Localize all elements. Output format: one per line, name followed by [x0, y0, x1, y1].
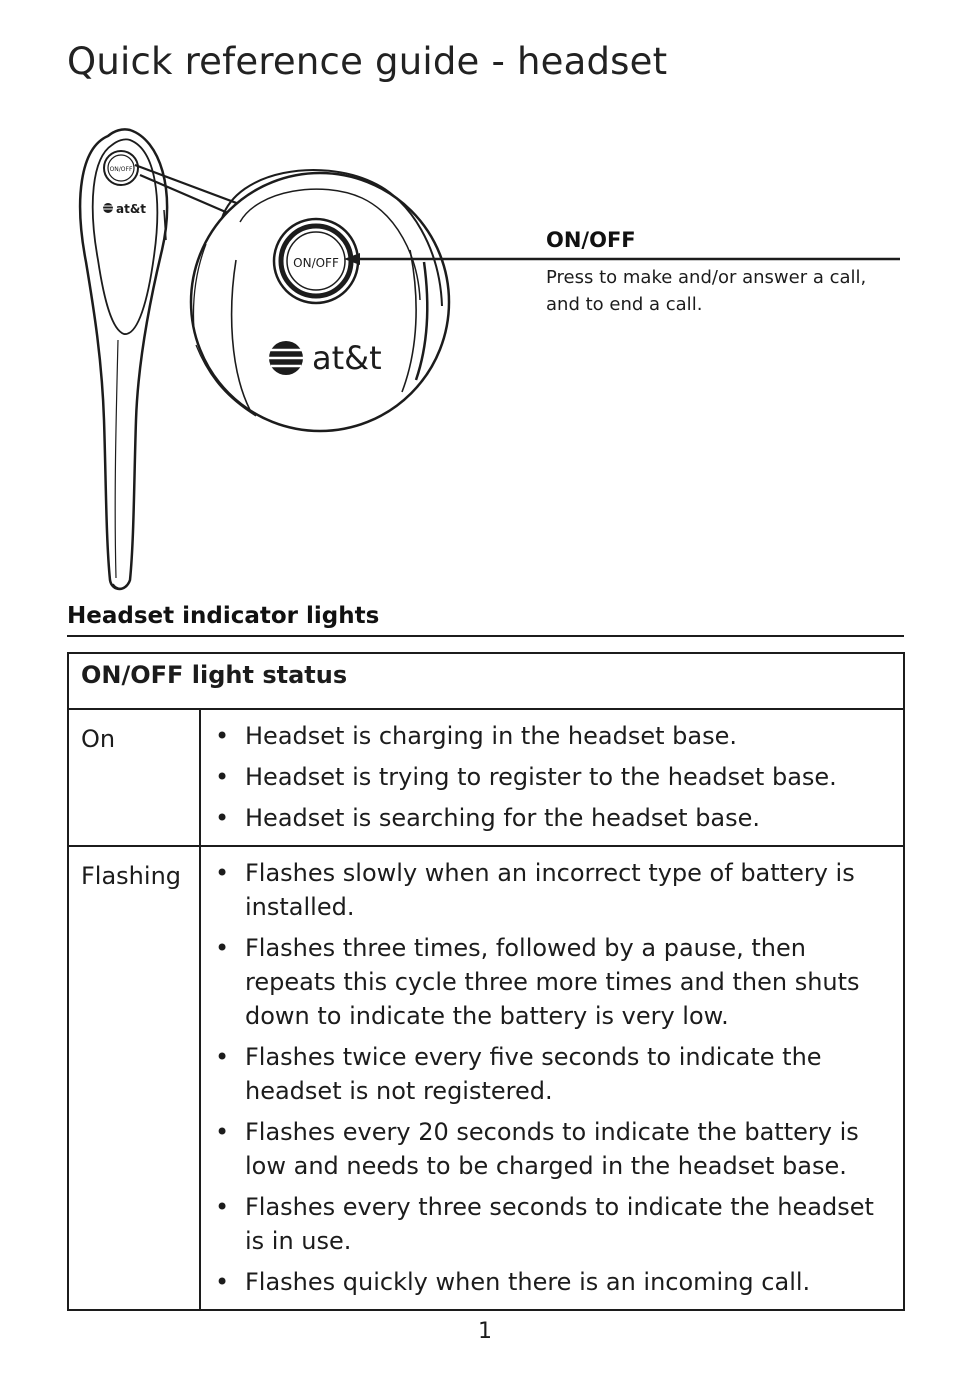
small-att-logo-icon: [103, 203, 113, 213]
status-description: [200, 846, 904, 1310]
list-item: • Headset is charging in the headset base.: [213, 719, 891, 753]
att-logo-icon: [269, 341, 303, 375]
list-item: • Flashes quickly when there is an incoming call.: [213, 1265, 891, 1299]
list-item: • Flashes twice every five seconds to indicate the headset is not registered.: [213, 1040, 891, 1108]
section-divider: [67, 635, 904, 637]
table-header-row: [68, 653, 904, 709]
status-description: [200, 709, 904, 846]
list-item: • Headset is searching for the headset base.: [213, 801, 891, 835]
table-row: [68, 709, 904, 846]
list-item: • Flashes every 20 seconds to indicate the battery is low and needs to be charged in the headset base.: [213, 1115, 891, 1183]
small-onoff-label: ON/OFF: [109, 166, 133, 173]
callout-text: Press to make and/or answer a call, and to end a call.: [546, 267, 867, 315]
page-number: 1: [478, 1319, 492, 1344]
callout-title: ON/OFF: [546, 228, 636, 252]
brand-label: at&t: [312, 339, 382, 377]
status-table: [67, 652, 905, 1311]
table-header: ON/OFF light status: [68, 653, 904, 709]
section-heading: Headset indicator lights: [67, 603, 380, 629]
list-item: • Headset is trying to register to the headset base.: [213, 760, 891, 794]
list-item: • Flashes slowly when an incorrect type of battery is installed.: [213, 856, 891, 924]
bullet-list: [213, 719, 891, 835]
headset-illustration: [0, 110, 954, 600]
list-item: • Flashes every three seconds to indicate the headset is in use.: [213, 1190, 891, 1258]
onoff-button-label: ON/OFF: [293, 256, 339, 270]
small-brand-label: at&t: [116, 202, 147, 216]
list-item: • Flashes three times, followed by a pause, then repeats this cycle three more times and then shuts down to indicate the battery is very low.: [213, 931, 891, 1033]
page-title: Quick reference guide - headset: [67, 40, 668, 83]
bullet-list: [213, 856, 891, 1299]
status-label: On: [68, 709, 200, 846]
table-row: [68, 846, 904, 1310]
status-label: Flashing: [68, 846, 200, 1310]
